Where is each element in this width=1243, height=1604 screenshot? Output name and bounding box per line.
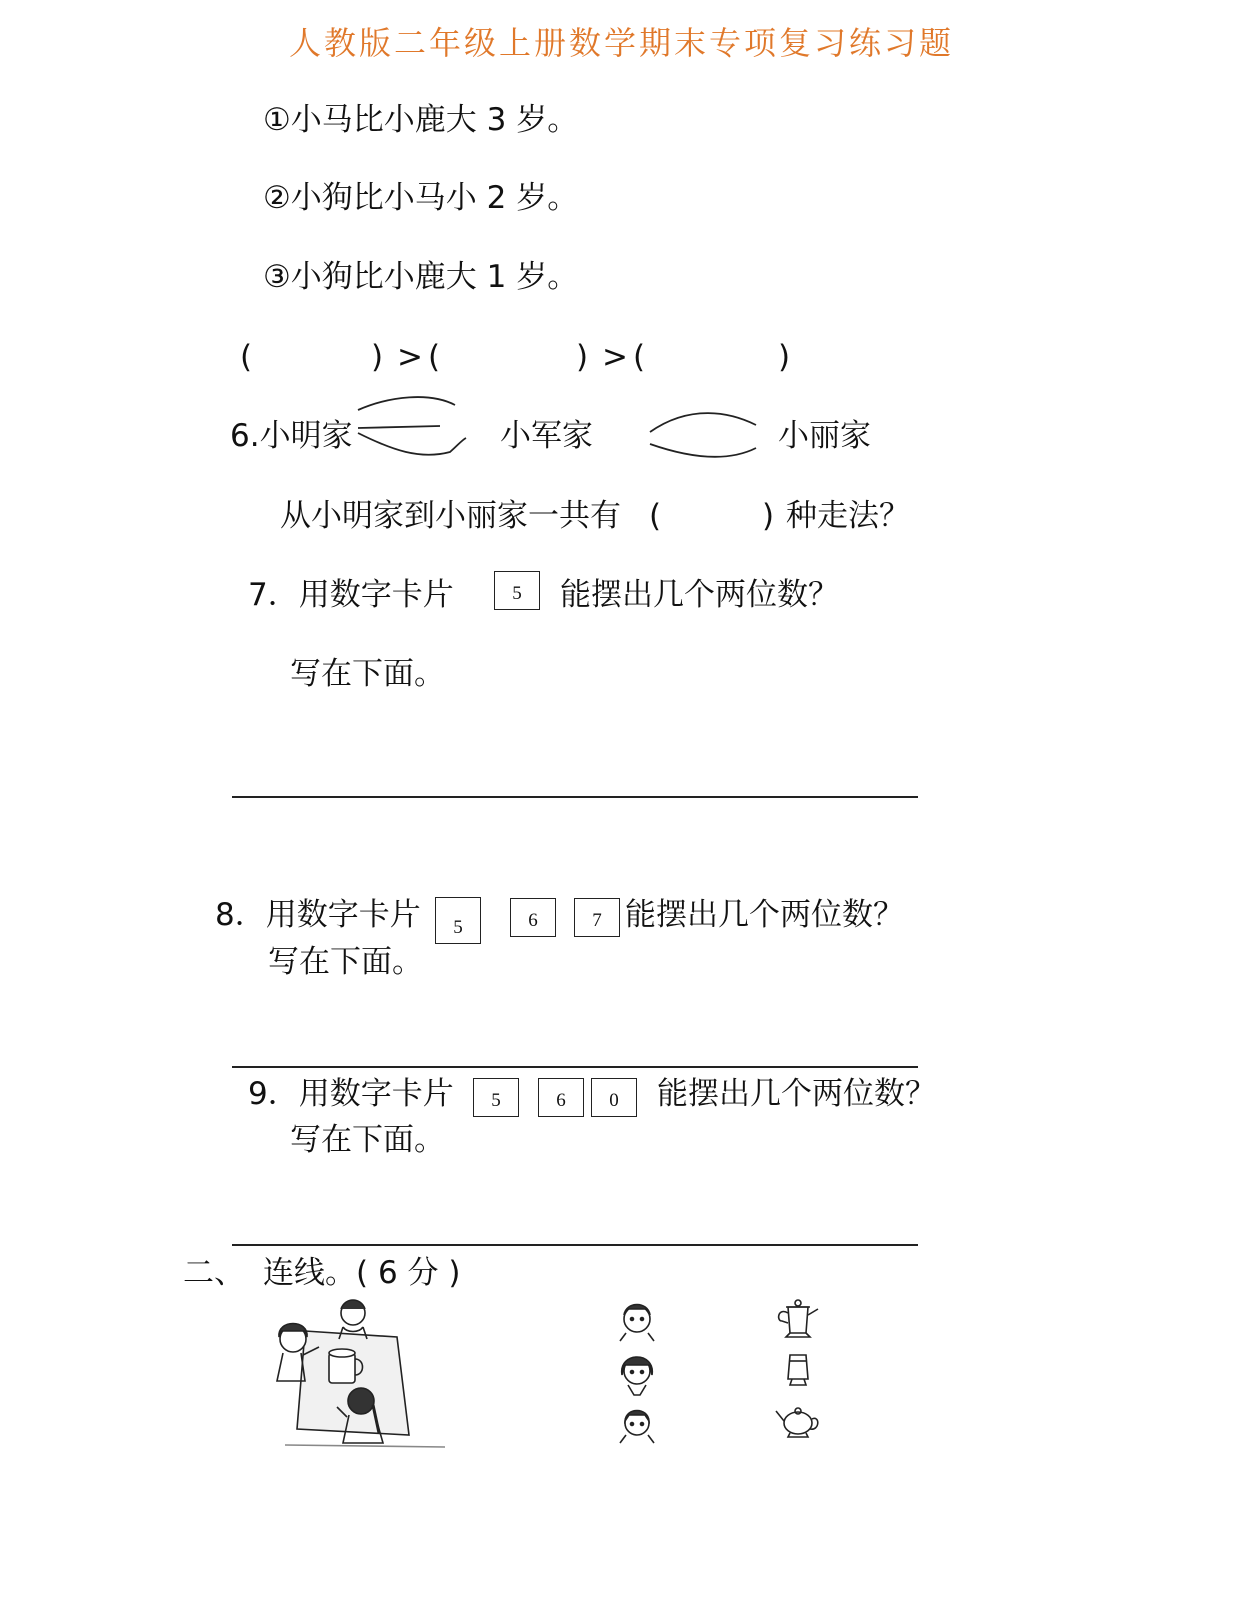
heads-column xyxy=(612,1297,672,1457)
q8-answer-line xyxy=(232,1066,918,1068)
gt-sign-2: > xyxy=(602,339,628,375)
braid-girl-head-icon xyxy=(620,1411,654,1444)
q9-card-3: 0 xyxy=(591,1078,637,1117)
q6-question-suffix: 种走法？ xyxy=(786,498,910,534)
section-number: 二、 xyxy=(183,1255,245,1291)
q8-card-1: 5 xyxy=(435,897,481,944)
q8-suffix: 能摆出几个两位数？ xyxy=(625,897,904,933)
q6-paren-open: ( xyxy=(649,498,662,534)
route-path-a xyxy=(358,397,455,410)
girl-head-icon xyxy=(622,1357,653,1395)
boy-head-icon xyxy=(620,1305,654,1342)
q8-card-2: 6 xyxy=(510,898,556,937)
cup-front-icon xyxy=(788,1355,808,1385)
route-end: 小丽家 xyxy=(778,418,871,454)
q7-prefix: 7．用数字卡片 xyxy=(248,577,454,613)
q8-instruction: 写在下面。 xyxy=(268,944,423,980)
paren-open-3: ( xyxy=(633,339,646,375)
route-start: 6.小明家 xyxy=(230,418,353,454)
q9-answer-line xyxy=(232,1244,918,1246)
q8-prefix: 8．用数字卡片 xyxy=(215,897,421,933)
route-path-e xyxy=(650,444,756,457)
q9-card-1: 5 xyxy=(473,1078,519,1117)
q8-card-3: 7 xyxy=(574,898,620,937)
q6-question-text: 从小明家到小丽家一共有 xyxy=(280,498,621,534)
route-path-d xyxy=(650,413,756,432)
q9-instruction: 写在下面。 xyxy=(290,1122,445,1158)
paren-close-3: ) xyxy=(778,339,791,375)
q7-instruction: 写在下面。 xyxy=(290,656,445,692)
paren-close-1: ) xyxy=(371,339,384,375)
route-path-b xyxy=(358,426,440,428)
q7-answer-line xyxy=(232,796,918,798)
statement-3: ③小狗比小鹿大 1 岁。 xyxy=(263,259,579,295)
q7-suffix: 能摆出几个两位数？ xyxy=(560,577,839,613)
teapot-side-icon xyxy=(779,1300,818,1337)
paren-open-1: ( xyxy=(240,339,253,375)
paren-open-2: ( xyxy=(428,339,441,375)
route-paths xyxy=(0,0,1243,600)
q6-paren-close: ) xyxy=(762,498,775,534)
scene-illustration xyxy=(265,1295,455,1455)
gt-sign-1: > xyxy=(397,339,423,375)
section-title: 连线。( 6 分 ) xyxy=(263,1255,461,1291)
teapot-angle-icon xyxy=(776,1408,818,1437)
page-title: 人教版二年级上册数学期末专项复习练习题 xyxy=(288,24,954,62)
paren-close-2: ) xyxy=(576,339,589,375)
q7-card-1: 5 xyxy=(494,571,540,610)
statement-1: ①小马比小鹿大 3 岁。 xyxy=(263,102,579,138)
q9-card-2: 6 xyxy=(538,1078,584,1117)
q9-suffix: 能摆出几个两位数？ xyxy=(657,1076,936,1112)
route-middle: 小军家 xyxy=(500,418,593,454)
statement-2: ②小狗比小马小 2 岁。 xyxy=(263,180,579,216)
route-path-c xyxy=(358,433,466,455)
q9-prefix: 9．用数字卡片 xyxy=(248,1076,454,1112)
objects-column xyxy=(772,1297,832,1457)
